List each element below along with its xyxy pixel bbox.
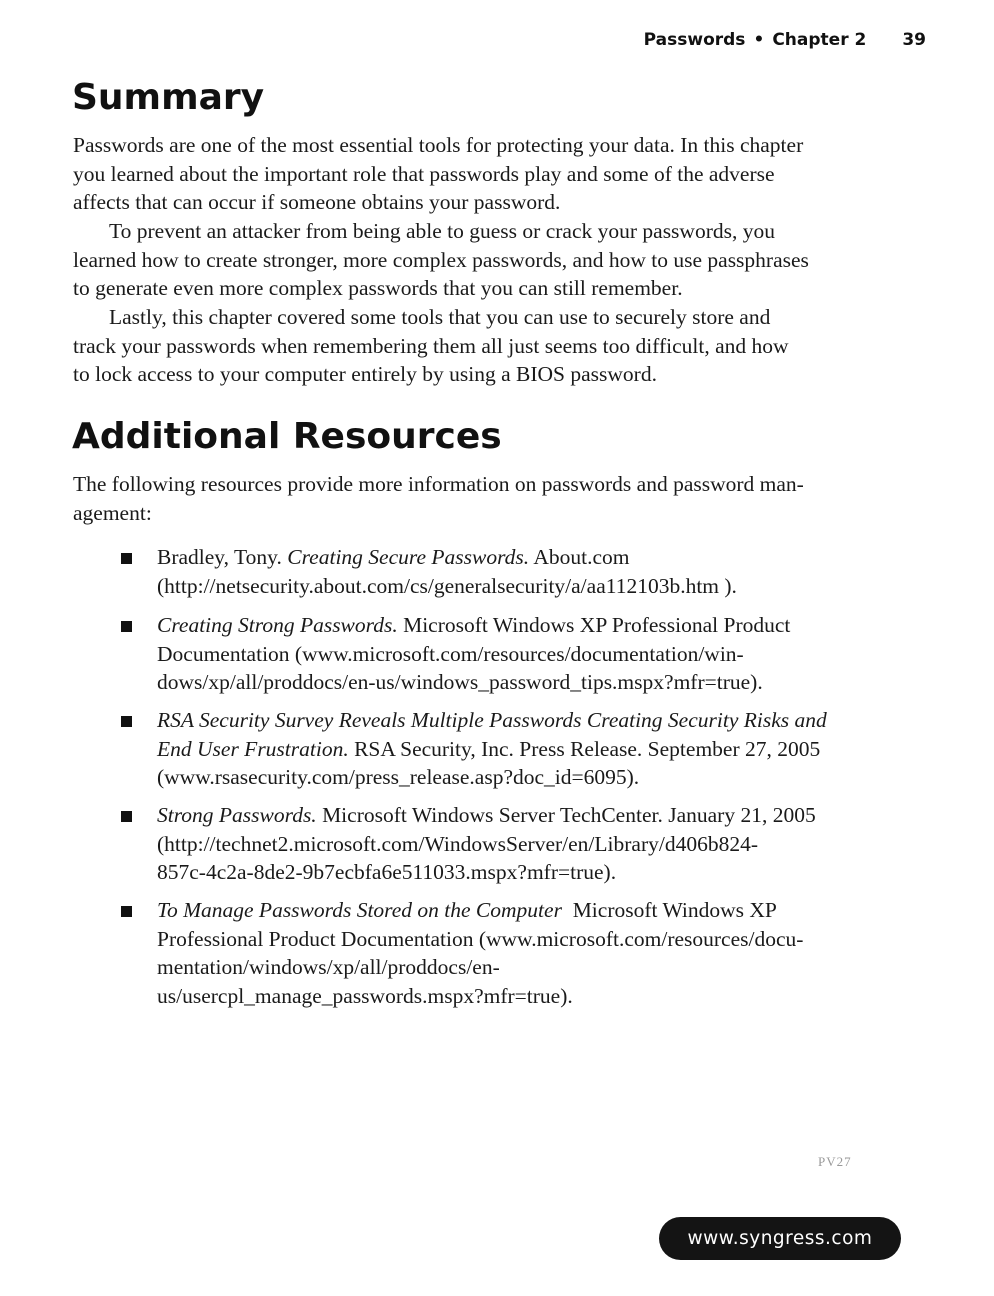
resource-details: Microsoft Windows XP Professional Product: [397, 613, 791, 637]
resource-url: (http://technet2.microsoft.com/WindowsServer/en/Library/d406b824-: [157, 831, 758, 856]
text-line: to generate even more complex passwords that you can still remember.: [73, 276, 683, 301]
header-section: Passwords: [643, 30, 746, 50]
resource-title: RSA Security Survey Reveals Multiple Passwords Creating Security Risks and: [157, 708, 827, 732]
header-chapter: Chapter 2: [772, 30, 867, 50]
text-line: The following resources provide more information on passwords and password man-: [73, 472, 804, 496]
resource-text: [157, 706, 867, 792]
resource-details: Microsoft Windows XP: [561, 898, 777, 922]
resource-url: us/usercpl_manage_passwords.mspx?mfr=true).: [157, 983, 573, 1008]
resource-url: Documentation (www.microsoft.com/resources/documentation/win-: [157, 641, 744, 666]
summary-paragraph-2: [73, 217, 863, 303]
resource-details: About.com: [529, 545, 630, 569]
summary-paragraph-1: [73, 131, 863, 217]
resource-details: RSA Security, Inc. Press Release. September 27, 2005: [348, 736, 821, 761]
text-line: learned how to create stronger, more complex passwords, and how to use passphrases: [73, 247, 809, 272]
resource-title: Creating Strong Passwords.: [157, 613, 398, 637]
summary-paragraph-3: [73, 303, 863, 389]
resources-intro: [73, 470, 863, 527]
resource-title-continued: End User Frustration.: [157, 736, 349, 761]
bullet-square-icon: [121, 553, 132, 564]
resource-url: (www.rsasecurity.com/press_release.asp?doc_id=6095).: [157, 765, 640, 790]
page-number: 39: [902, 30, 926, 50]
resource-url: 857c-4c2a-8de2-9b7ecbfa6e511033.mspx?mfr=true).: [157, 860, 617, 885]
bullet-square-icon: [121, 621, 132, 632]
resource-text: [157, 801, 867, 887]
resource-title: To Manage Passwords Stored on the Computer: [157, 898, 562, 922]
page-code: PV27: [818, 1154, 852, 1169]
website-badge: [659, 1217, 901, 1260]
bullet-square-icon: [121, 906, 132, 917]
bullet-square-icon: [121, 716, 132, 727]
resource-title: Creating Secure Passwords.: [287, 545, 530, 569]
resource-text: [157, 896, 867, 1010]
text-line: you learned about the important role that passwords play and some of the adverse: [73, 161, 775, 186]
resource-text: [157, 611, 867, 697]
text-line: agement:: [73, 500, 152, 525]
header-separator: •: [753, 30, 765, 50]
website-label: www.syngress.com: [687, 1228, 873, 1249]
text-line: to lock access to your computer entirely by using a BIOS password.: [73, 362, 657, 387]
text-line: affects that can occur if someone obtains your password.: [73, 190, 561, 215]
text-line: Passwords are one of the most essential tools for protecting your data. In this chapter: [73, 133, 804, 157]
running-header: [0, 30, 926, 50]
summary-heading: Summary: [72, 77, 265, 118]
resource-url: mentation/windows/xp/all/proddocs/en-: [157, 955, 500, 980]
text-line: Lastly, this chapter covered some tools that you can use to securely store and: [109, 305, 771, 329]
resource-url: (http://netsecurity.about.com/cs/generalsecurity/a/aa112103b.htm ).: [157, 573, 737, 598]
resource-url: dows/xp/all/proddocs/en-us/windows_password_tips.mspx?mfr=true).: [157, 670, 763, 695]
text-line: track your passwords when remembering them all just seems too difficult, and how: [73, 333, 789, 358]
resource-author: Bradley, Tony.: [157, 545, 288, 569]
resource-url: Professional Product Documentation (www.microsoft.com/resources/docu-: [157, 926, 804, 951]
additional-resources-heading: Additional Resources: [72, 416, 502, 457]
text-line: To prevent an attacker from being able to guess or crack your passwords, you: [109, 219, 775, 243]
bullet-square-icon: [121, 811, 132, 822]
resource-title: Strong Passwords.: [157, 803, 317, 827]
resource-details: Microsoft Windows Server TechCenter. January 21, 2005: [316, 803, 816, 827]
resource-text: [157, 543, 867, 600]
